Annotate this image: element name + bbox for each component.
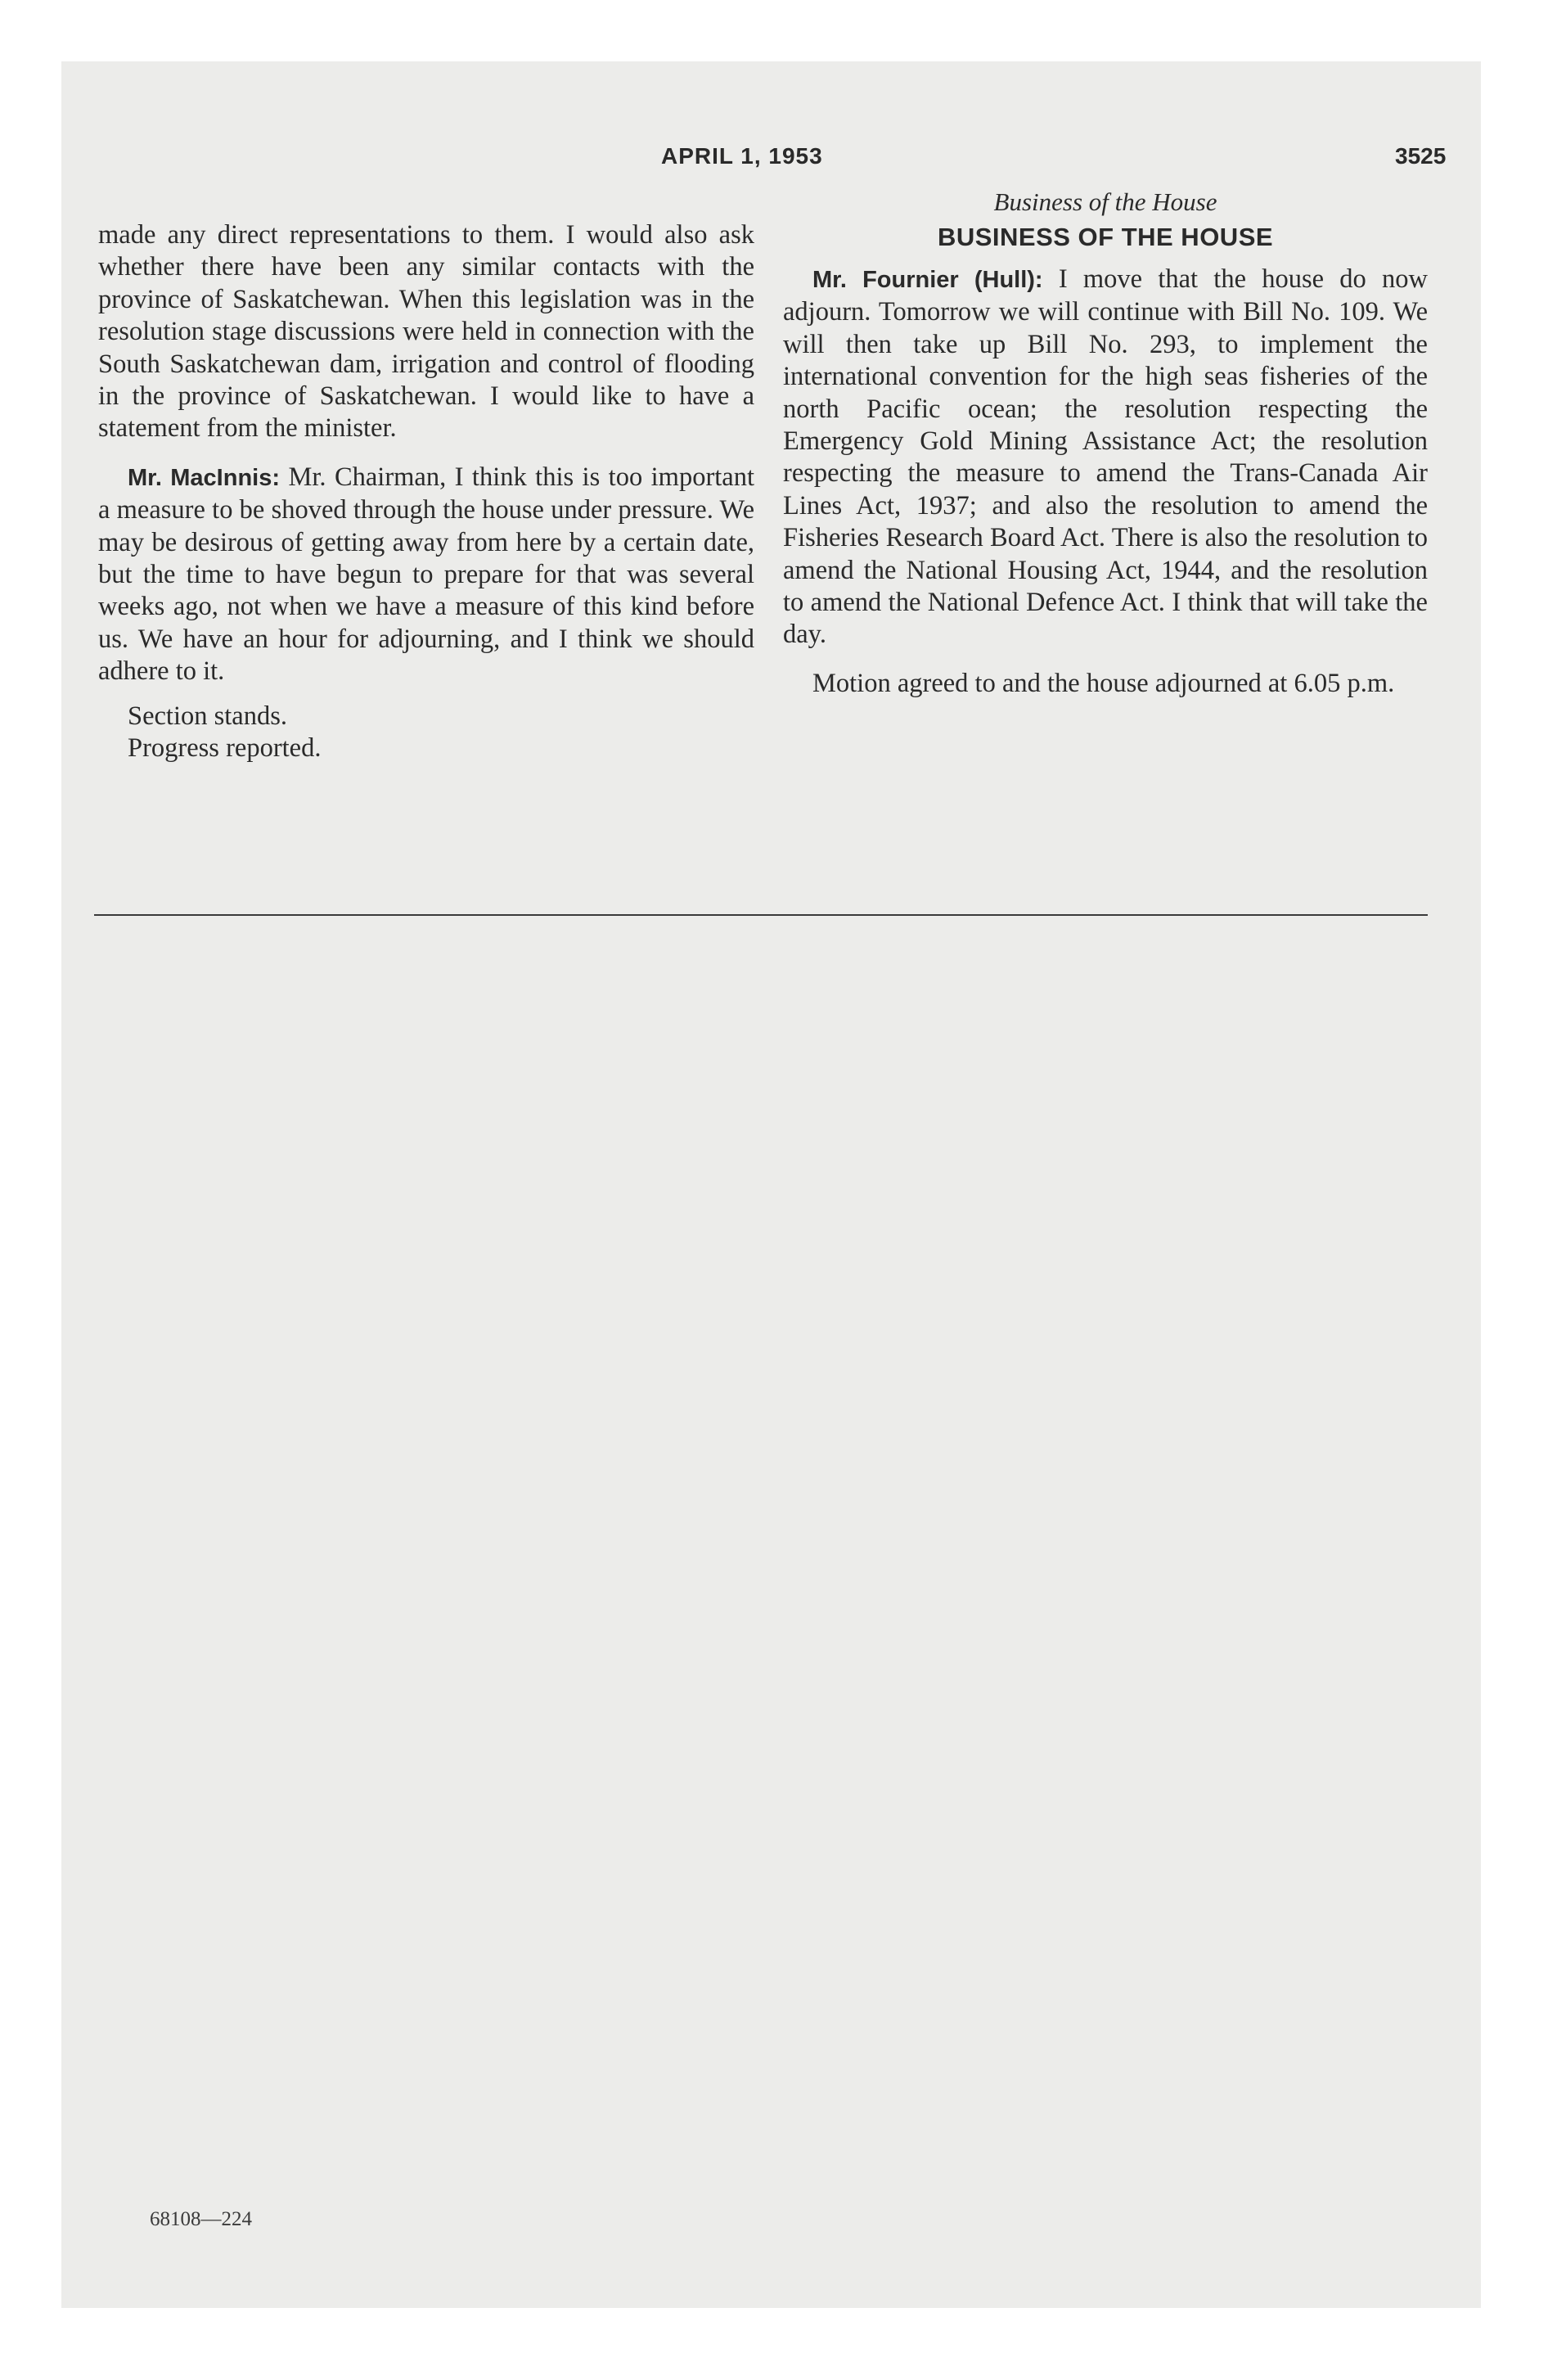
section-heading: BUSINESS OF THE HOUSE [937, 223, 1274, 251]
speech-text: Mr. Chairman, I think this is too important a measure to be shoved through the house under pressure. We may be desirous of getting away from here by a certain date, but the time to have begun to prepare for that was several weeks ago, not when we have a measure of this kind before us. We have an hour for adjourning, and I think we should adhere to it. [98, 462, 755, 687]
speech-text: I move that the house do now adjourn. Tomorrow we will continue with Bill No. 109. We will then take up Bill No. 293, to implement the international convention for the high seas fisheries of the north Pacific ocean; the resolution respecting the Emergency Gold Mining Assistance Act; the resolution respecting the measure to amend the Trans-Canada Air Lines Act, 1937; and also the resolution to amend the Fisheries Research Board Act. There is also the resolution to amend the National Housing Act, 1944, and the resolution to amend the National Defence Act. I think that will take the day. [783, 264, 1428, 650]
speaker-name: Mr. MacInnis: [128, 464, 281, 491]
procedural-note: Progress reported. [128, 733, 322, 764]
speech-paragraph [783, 264, 1428, 651]
speech-paragraph [98, 462, 754, 688]
left-column [98, 219, 754, 765]
speaker-name: Mr. Fournier (Hull): [812, 267, 1043, 293]
procedural-note: Motion agreed to and the house adjourned at 6.05 p.m. [812, 668, 1395, 698]
procedural-note: Section stands. [128, 701, 287, 731]
running-head: Business of the House [993, 187, 1217, 216]
print-code: 68108—224 [150, 2208, 252, 2230]
right-column [783, 185, 1428, 700]
horizontal-rule [94, 914, 1428, 916]
page-number: 3525 [1395, 143, 1447, 169]
paragraph: made any direct representations to them. I would also ask whether there have been any similar contacts with the province of Saskatchewan. When this legislation was in the resolution stage discussions were held in connection with the South Saskatchewan dam, irrigation and control of flooding in the province of Saskatchewan. I would like to have a statement from the minister. [98, 220, 754, 444]
header-date: APRIL 1, 1953 [661, 143, 823, 169]
